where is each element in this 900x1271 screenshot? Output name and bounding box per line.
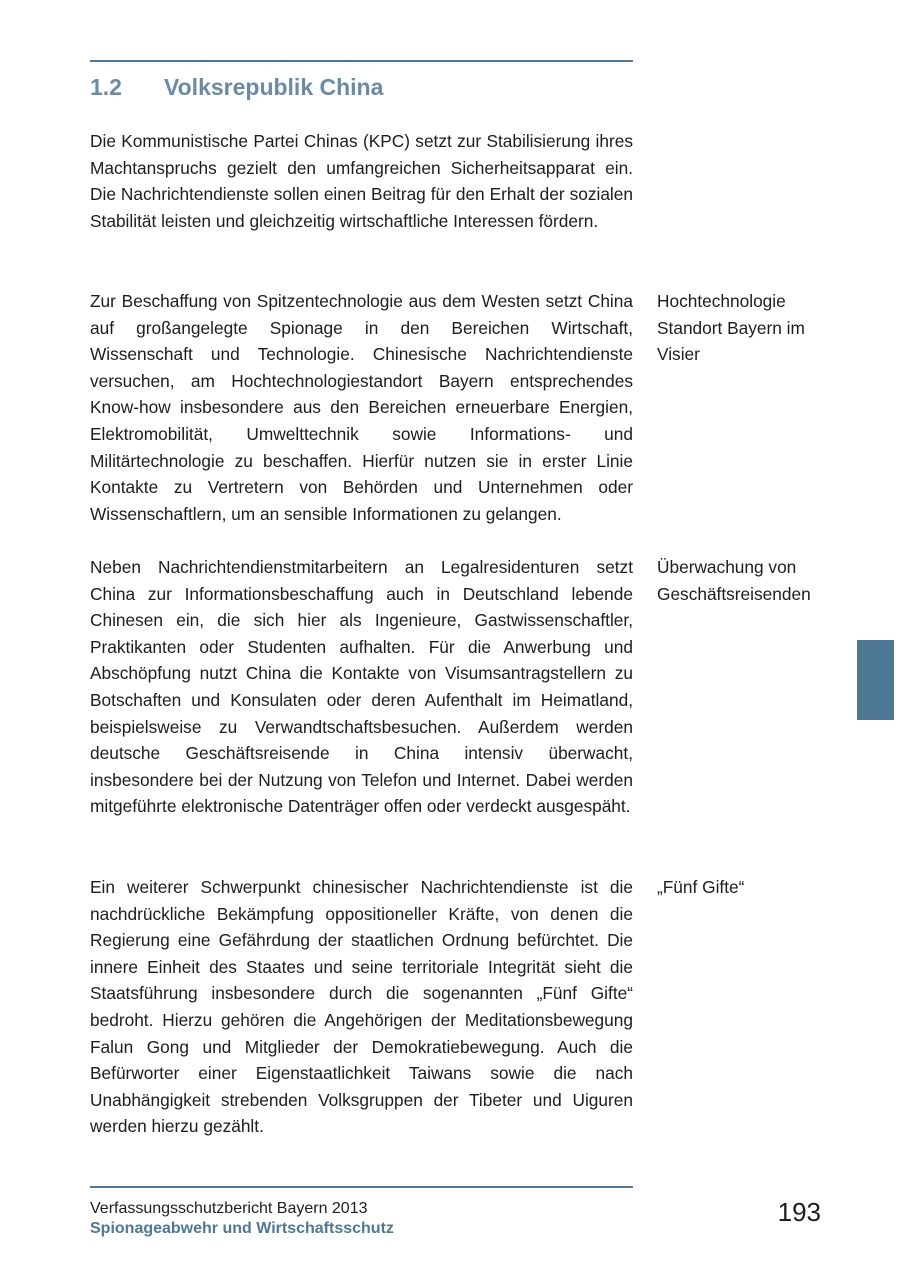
paragraph-intro: Die Kommunistische Partei Chinas (KPC) setzt zur Stabilisierung ihres Machtanspruchs gezielt den umfangreichen Sicherheitsapparat ein. Die Nachrichtendienste sollen einen Beitrag für den Erhalt der sozialen Stabilität leisten und gleichzeitig wirtschaftliche Interessen fördern. [90, 131, 633, 231]
section-heading [90, 72, 383, 102]
paragraph-five-poisons: Ein weiterer Schwerpunkt chinesischer Nachrichtendienste ist die nachdrückliche Bekämpfung oppositioneller Kräfte, von denen die Regierung eine Gefährdung der staatlichen Ordnung befürchtet. Die innere Einheit des Staates und seine territoriale Integrität sieht die Staatsführung insbesondere durch die sogenannten „Fünf Gifte“ bedroht. Hierzu gehören die Angehörigen der Meditationsbewegung Falun Gong und Mitglieder der Demokratiebewegung. Auch die Befürworter einer Eigenstaatlichkeit Taiwans sowie die nach Unabhängigkeit strebenden Volksgruppen der Tibeter und Uiguren werden hierzu gezählt. [90, 877, 633, 1137]
section-number: 1.2 [90, 74, 122, 100]
section-title: Volksrepublik China [164, 74, 384, 100]
paragraph-recruitment: Neben Nachrichtendienstmitarbeitern an Legalresidenturen setzt China zur Informationsbeschaffung auch in Deutschland lebende Chinesen ein, die sich hier als Ingenieure, Gastwissenschaftler, Praktikanten oder Studenten aufhalten. Für die Anwerbung und Abschöpfung nutzt China die Kontakte von Visumsantragstellern zu Botschaften und Konsulaten oder deren Aufenthalt im Heimatland, beispielsweise zu Verwandtschaftsbesuchen. Außerdem werden deutsche Geschäftsreisende in China intensiv überwacht, insbesondere bei der Nutzung von Telefon und Internet. Dabei werden mitgeführte elektronische Datenträger offen oder verdeckt ausgespäht. [90, 557, 633, 817]
chapter-side-tab [857, 640, 894, 720]
margin-note-fuenf-gifte: „Fünf Gifte“ [657, 877, 745, 897]
margin-note-hochtechnologie: Hochtechnologie Standort Bayern im Visier [657, 291, 805, 365]
footer-divider [90, 1186, 633, 1188]
page-number: 193 [777, 1197, 821, 1227]
footer-chapter-title: Spionageabwehr und Wirtschaftsschutz [90, 1220, 394, 1237]
footer-report-title: Verfassungsschutzbericht Bayern 2013 [90, 1200, 368, 1217]
margin-note-ueberwachung: Überwachung von Geschäftsreisenden [657, 557, 811, 604]
top-divider [90, 60, 633, 62]
paragraph-technology-espionage: Zur Beschaffung von Spitzentechnologie aus dem Westen setzt China auf großangelegte Spionage in den Bereichen Wirtschaft, Wissenschaft und Technologie. Chinesische Nachrichtendienste versuchen, am Hochtechnologiestandort Bayern entsprechendes Know-how insbesondere aus den Bereichen erneuerbare Energien, Elektromobilität, Umwelttechnik sowie Informations- und Militärtechnologie zu beschaffen. Hierfür nutzen sie in erster Linie Kontakte zu Vertretern von Behörden und Unternehmen oder Wissenschaftlern, um an sensible Informationen zu gelangen. [90, 291, 633, 524]
